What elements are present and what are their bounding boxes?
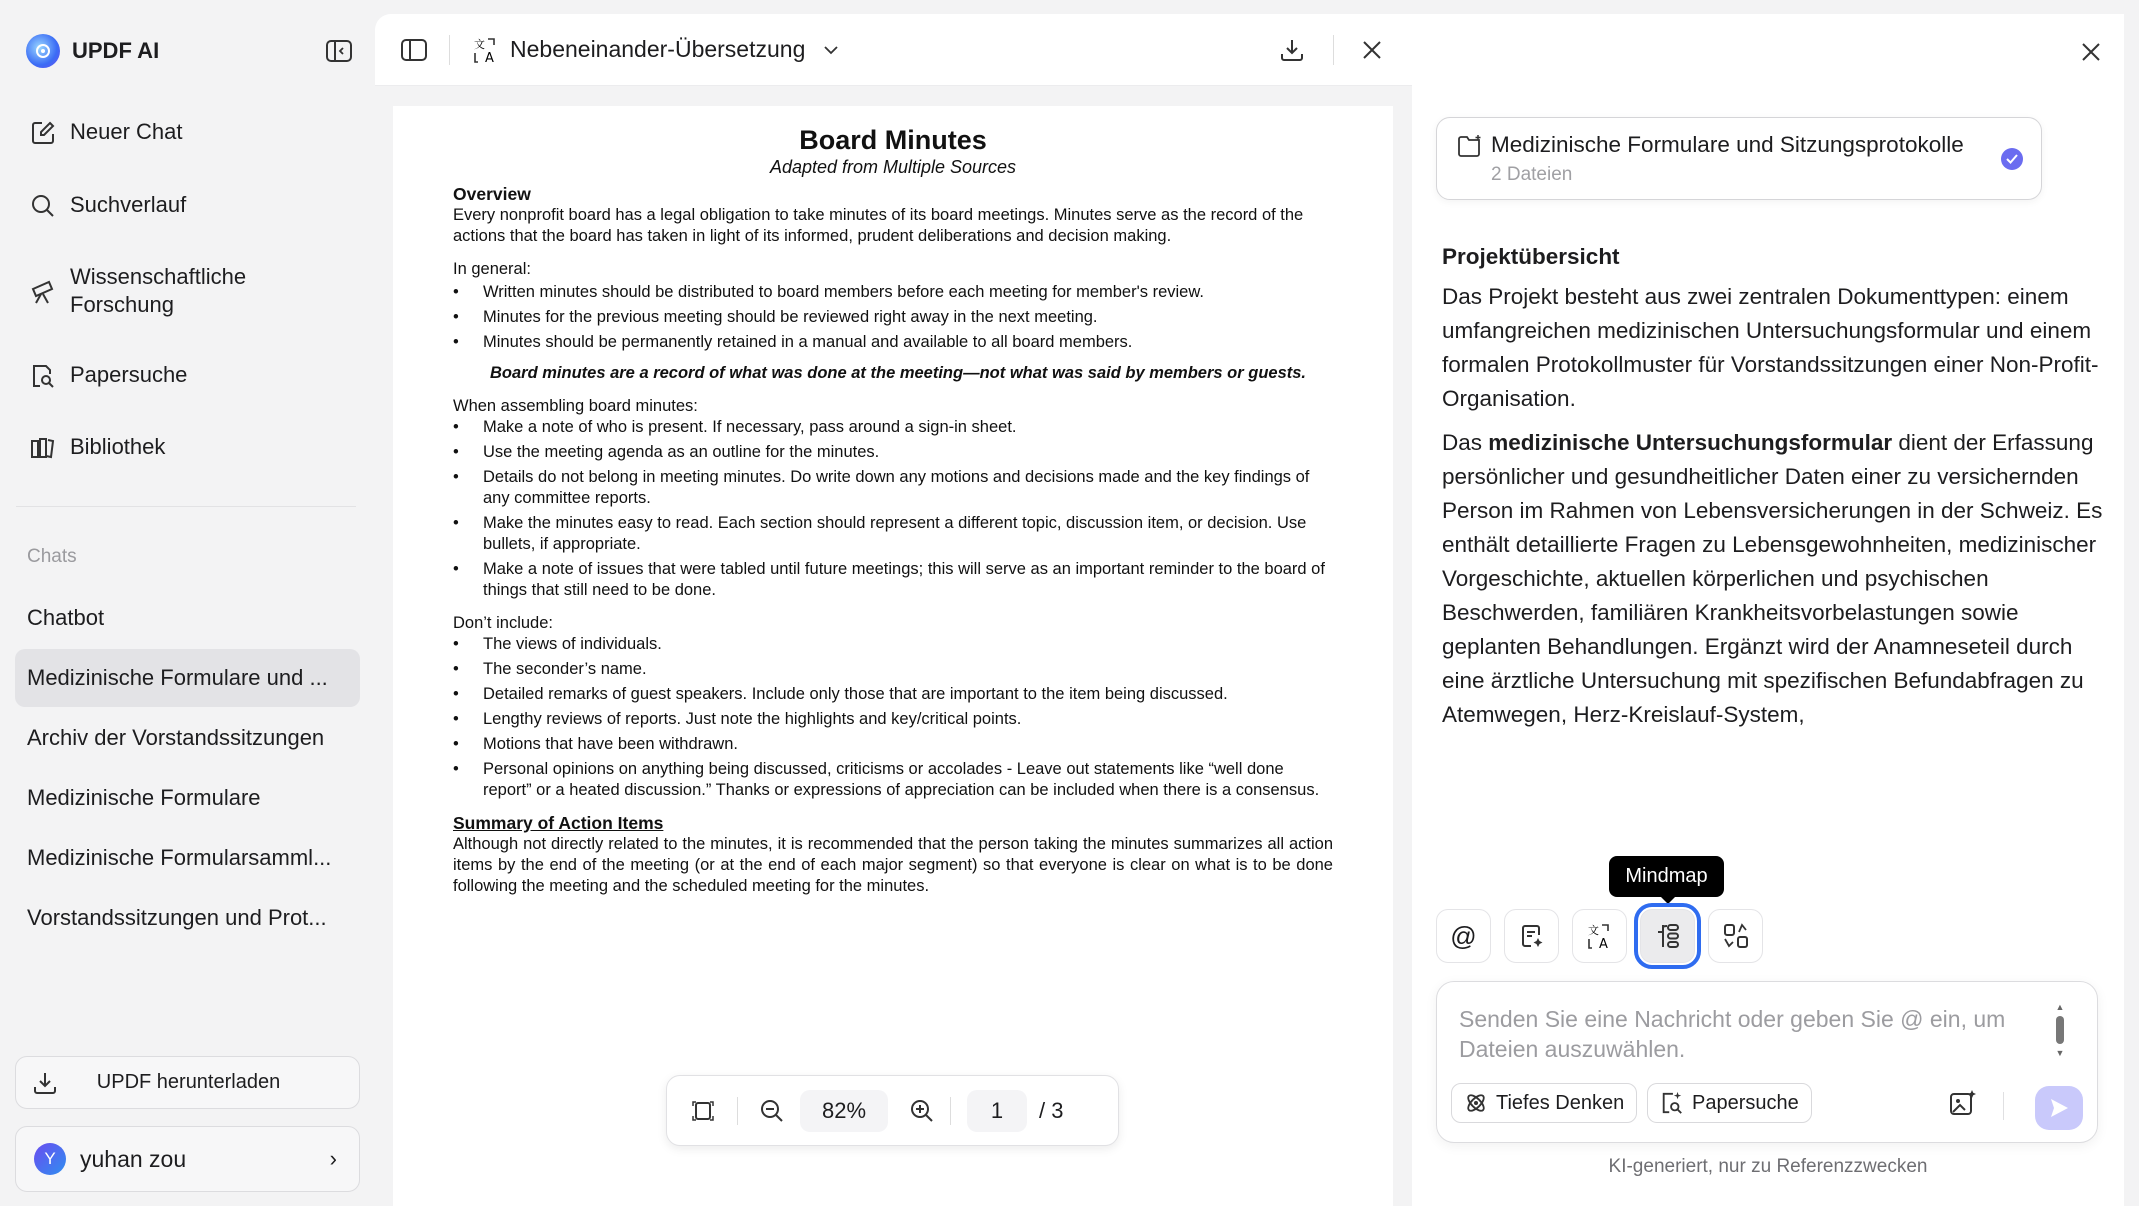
list-item: • Motions that have been withdrawn. <box>453 734 1333 755</box>
mindmap-tooltip: Mindmap <box>1609 856 1724 897</box>
file-count: 2 Dateien <box>1491 164 1573 185</box>
svg-text:A: A <box>1598 937 1608 950</box>
user-profile-button[interactable] <box>15 1126 360 1192</box>
image-upload-icon[interactable] <box>1949 1090 1977 1116</box>
nav-label: Wissenschaftliche Forschung <box>70 264 247 317</box>
list-item: • The seconder’s name. <box>453 659 1333 680</box>
chat-item-active[interactable]: Medizinische Formulare und ... <box>15 649 360 707</box>
paper-search-button[interactable] <box>1647 1083 1812 1123</box>
divider <box>449 35 450 65</box>
section-heading: In general: <box>453 260 531 278</box>
avatar: Y <box>34 1143 66 1175</box>
zoom-level-input[interactable]: 82% <box>800 1090 888 1132</box>
list-item: • Detailed remarks of guest speakers. Include only those that are important to the item being discussed. <box>453 684 1333 705</box>
mention-button[interactable] <box>1436 909 1491 963</box>
nav-label: Bibliothek <box>70 434 166 459</box>
pdf-page <box>393 106 1393 1206</box>
page-count: / 3 <box>1039 1097 1064 1123</box>
mindmap-icon <box>1654 922 1682 950</box>
file-collection-title: Medizinische Formulare und Sitzungsprotokolle <box>1491 132 1964 157</box>
download-updf-button[interactable] <box>15 1056 360 1109</box>
input-scrollbar[interactable]: ▲ ▼ <box>2055 1002 2065 1058</box>
paper-search-label: Papersuche <box>1692 1091 1799 1114</box>
divider <box>1333 35 1334 65</box>
translate-icon <box>472 36 500 64</box>
message-composer <box>1436 981 2098 1143</box>
response-heading: Projektübersicht <box>1442 244 1620 269</box>
translation-mode-dropdown[interactable] <box>472 36 839 64</box>
list-item: • Minutes should be permanently retained in a manual and available to all board members. <box>453 332 1333 353</box>
section-heading: Don’t include: <box>453 614 553 632</box>
page-number-input[interactable]: 1 <box>967 1090 1027 1132</box>
chat-item[interactable]: Chatbot <box>27 605 105 630</box>
document-toolbar <box>375 14 1412 86</box>
message-input[interactable]: Senden Sie eine Nachricht oder geben Sie @ ein, um Dateien auszuwählen. <box>1459 1006 2006 1062</box>
ai-response <box>1442 242 2114 732</box>
nav-label: Neuer Chat <box>70 119 183 144</box>
translate-icon <box>1586 922 1614 950</box>
file-collection-card[interactable] <box>1436 117 2042 200</box>
bullet-list <box>453 282 1333 353</box>
divider <box>16 506 356 507</box>
at-icon: @ <box>1450 920 1477 951</box>
svg-text:文: 文 <box>1587 924 1599 937</box>
nav-search-history[interactable] <box>30 191 186 219</box>
list-item: • Minutes for the previous meeting should be reviewed right away in the next meeting. <box>453 307 1333 328</box>
send-icon <box>2048 1097 2070 1119</box>
list-item: • Personal opinions on anything being discussed, criticisms or accolades - Leave out statements like “well done report” or a heated discussion.” Thanks or expressions of appreciation can be included when there is a consensus. <box>453 759 1333 801</box>
svg-text:A: A <box>485 50 494 64</box>
library-icon <box>30 433 56 461</box>
bullet-list <box>453 417 1333 601</box>
paper-search-icon <box>30 361 56 389</box>
collapse-sidebar-icon[interactable] <box>326 40 352 62</box>
translation-mode-label: Nebeneinander-Übersetzung <box>510 36 806 62</box>
list-item: • The views of individuals. <box>453 634 1333 655</box>
sidebar <box>0 0 375 1206</box>
response-paragraph: Das Projekt besteht aus zwei zentralen Dokumenttypen: einem umfangreichen medizinischen Untersuchungsformular und einem formalen Protokollmuster für Vorstandssitzungen einer Non-Profit-Organisation. <box>1442 284 2099 411</box>
nav-research[interactable] <box>30 263 280 319</box>
search-icon <box>30 191 56 219</box>
atom-icon <box>1464 1091 1488 1115</box>
section-heading: When assembling board minutes: <box>453 397 698 415</box>
zoom-out-icon[interactable] <box>760 1099 784 1123</box>
download-icon <box>32 1070 58 1096</box>
section-heading: Summary of Action Items <box>453 813 664 833</box>
text: Das <box>1442 430 1489 455</box>
text: dient der Erfassung persönlicher und gesundheitlicher Daten einer zu versichernden Person im Rahmen von Lebensversicherungen in der Schweiz. Es enthält detaillierte Fragen zu Lebensgewohnheiten, medizinischer Vorgeschichte, aktuellen körperlichen und psychischen Beschwerden, familiären Krankheitsvorbelastungen sowie geplanten Behandlungen. Ergänzt wird der Anamneseteil durch eine ärztliche Untersuchung mit spezifischen Befundabfragen zu Atemwegen, Herz-Kreislauf-System, <box>1442 430 2103 727</box>
folder-icon <box>1457 134 1483 158</box>
zoom-in-icon[interactable] <box>910 1099 934 1123</box>
bullet-list <box>453 634 1333 801</box>
checked-icon <box>2001 148 2023 170</box>
divider <box>737 1097 738 1125</box>
chat-item[interactable]: Medizinische Formulare <box>27 785 261 810</box>
doc-subtitle: Adapted from Multiple Sources <box>769 157 1017 177</box>
deep-thinking-button[interactable] <box>1451 1083 1637 1123</box>
tooltip-arrow <box>1660 896 1676 904</box>
callout-quote: Board minutes are a record of what was done at the meeting—not what was said by members or guests. <box>489 364 1307 382</box>
deep-thinking-label: Tiefes Denken <box>1496 1091 1625 1114</box>
bold-text: medizinische Untersuchungsformular <box>1488 430 1893 455</box>
list-item: • Use the meeting agenda as an outline for the minutes. <box>453 442 1333 463</box>
tool-row <box>1436 909 1763 963</box>
compare-button[interactable] <box>1708 909 1763 963</box>
summarize-button[interactable] <box>1504 909 1559 963</box>
new-chat-icon <box>30 118 56 146</box>
svg-text:文: 文 <box>474 37 485 51</box>
list-item: • Make a note of who is present. If necessary, pass around a sign-in sheet. <box>453 417 1333 438</box>
app-name: UPDF AI <box>72 38 160 63</box>
chevron-down-icon <box>823 45 839 55</box>
nav-new-chat[interactable] <box>30 118 183 146</box>
chevron-right-icon: › <box>329 1146 337 1171</box>
document-panel <box>375 14 1412 1206</box>
download-label: UPDF herunterladen <box>96 1071 281 1093</box>
list-item: • Lengthy reviews of reports. Just note the highlights and key/critical points. <box>453 709 1333 730</box>
nav-library[interactable] <box>30 433 165 461</box>
section-heading: Overview <box>453 184 531 204</box>
list-item: • Make a note of issues that were tabled until future meetings; this will serve as an important reminder to the board of things that still need to be done. <box>453 559 1333 601</box>
list-item: • Details do not belong in meeting minutes. Do write down any motions and decisions made and the key findings of any committee reports. <box>453 467 1333 509</box>
zoom-toolbar <box>666 1075 1119 1146</box>
paper-search-icon <box>1660 1091 1684 1115</box>
list-item: • Written minutes should be distributed to board members before each meeting for member's review. <box>453 282 1333 303</box>
chat-item[interactable]: Medizinische Formularsamml... <box>27 845 332 870</box>
chats-section-label: Chats <box>27 546 77 567</box>
translate-button[interactable] <box>1572 909 1627 963</box>
document-sparkle-icon <box>1519 923 1545 949</box>
nav-label: Papersuche <box>70 362 188 387</box>
send-button[interactable] <box>2035 1086 2083 1130</box>
divider <box>2003 1092 2004 1120</box>
response-paragraph <box>1442 426 2114 732</box>
compare-icon <box>1722 922 1750 950</box>
fit-page-icon[interactable] <box>691 1099 715 1123</box>
chat-panel <box>1412 14 2124 1206</box>
paragraph: Although not directly related to the minutes, it is recommended that the person taking the minutes summarizes all action items by the end of the meeting (or at the end of each major segment) so that everyone is clear on what is to be done following the meeting and the scheduled meeting for the minutes. <box>453 835 1333 895</box>
chat-item[interactable]: Archiv der Vorstandssitzungen <box>27 725 325 750</box>
close-icon[interactable] <box>2081 42 2101 62</box>
nav-paper-search[interactable] <box>30 361 187 389</box>
paragraph: Every nonprofit board has a legal obligation to take minutes of its board meetings. Minutes serve as the record of the actions that the board has taken in light of its informed, prudent deliberations and decision making. <box>453 206 1304 245</box>
mindmap-button[interactable] <box>1640 909 1695 963</box>
list-item: • Make the minutes easy to read. Each section should represent a different topic, discussion item, or decision. Use bullets, if appropriate. <box>453 513 1333 555</box>
doc-title: Board Minutes <box>799 125 987 155</box>
app-logo <box>26 34 159 68</box>
chat-item[interactable]: Vorstandssitzungen und Prot... <box>27 905 327 930</box>
divider <box>950 1097 951 1125</box>
document-viewer <box>375 86 1412 1206</box>
updf-logo-icon <box>26 34 60 68</box>
nav-label: Suchverlauf <box>70 192 187 217</box>
disclaimer-text: KI-generiert, nur zu Referenzzwecken <box>1608 1156 1928 1177</box>
close-icon[interactable] <box>1362 40 1382 60</box>
download-icon[interactable] <box>1279 37 1305 63</box>
user-name: yuhan zou <box>80 1145 187 1172</box>
toggle-panel-icon[interactable] <box>401 39 427 61</box>
telescope-icon <box>30 277 56 305</box>
